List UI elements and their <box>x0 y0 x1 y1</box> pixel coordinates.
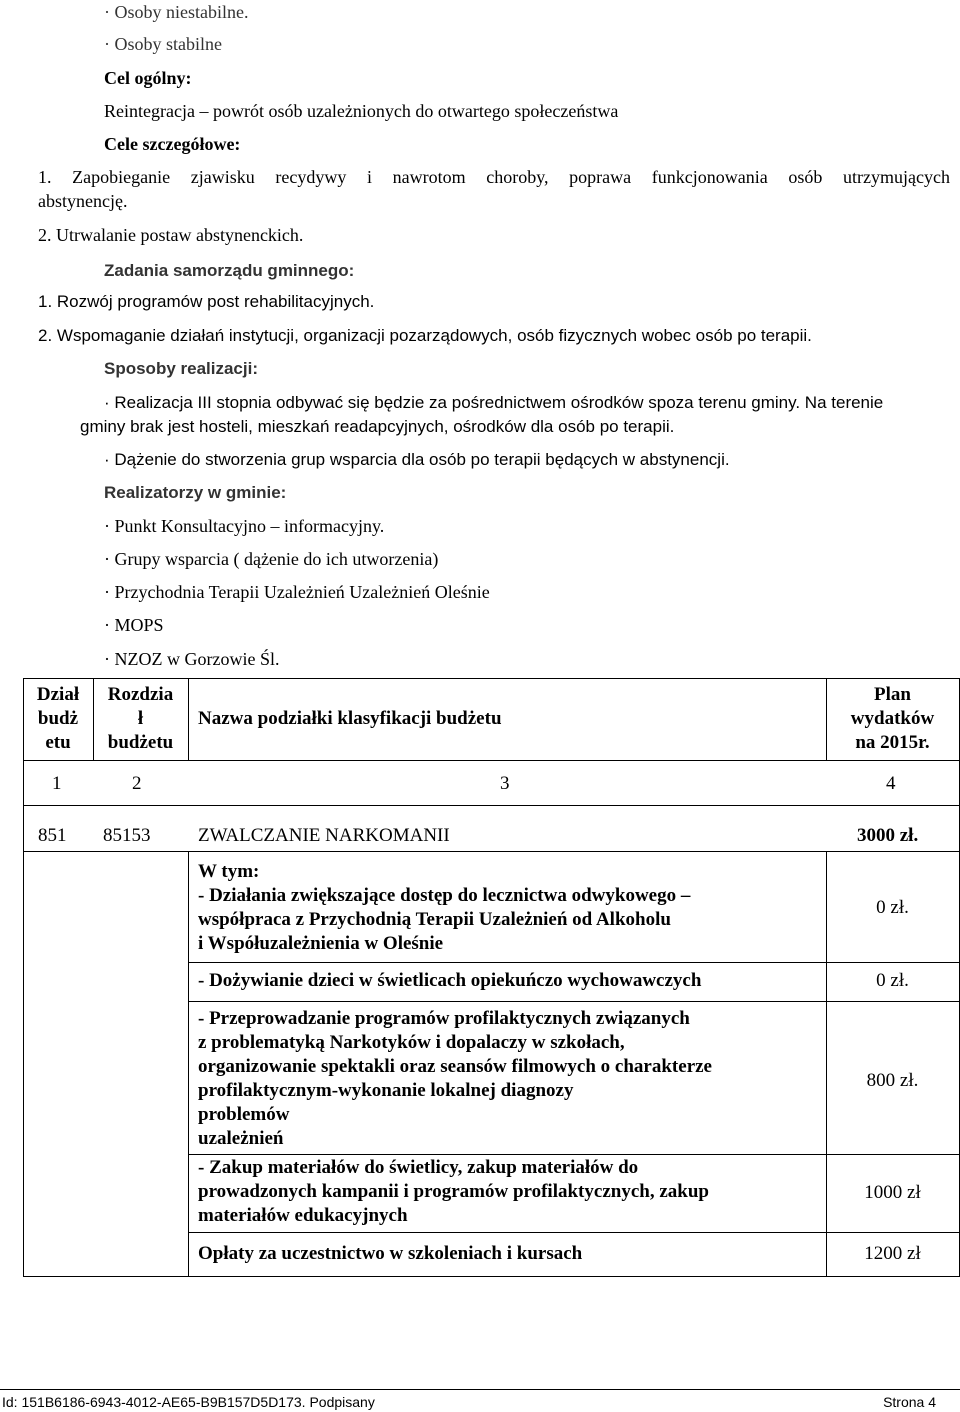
col-number-4: 4 <box>886 773 896 794</box>
header-nazwa: Nazwa podziałki klasyfikacji budżetu <box>198 708 502 729</box>
methods-heading: Sposoby realizacji: <box>104 359 258 378</box>
specific-goal-1: 1. Zapobieganie zjawisku recydywy i nawrotom choroby, poprawa funkcjonowania osób utrzymujących <box>38 167 950 187</box>
table-border-top <box>23 678 960 679</box>
footer-rule <box>0 1389 960 1390</box>
header-rozdzial-line: Rozdzia <box>107 684 174 705</box>
subrow-4-text <box>198 1156 818 1228</box>
implementer-item: · MOPS <box>104 615 164 635</box>
header-rozdzial-line: ł <box>137 708 144 729</box>
task-1: 1. Rozwój programów post rehabilitacyjnych. <box>38 292 375 311</box>
specific-goal-1-cont: abstynencję. <box>38 191 128 211</box>
main-row-plan: 3000 zł. <box>857 825 919 846</box>
subrow-5-text: Opłaty za uczestnictwo w szkoleniach i kursach <box>198 1243 583 1264</box>
col-number-3: 3 <box>500 773 510 794</box>
method-1-cont: gminy brak jest hosteli, mieszkań readapcyjnych, ośrodków dla osób po terapii. <box>80 417 675 436</box>
subrow-line: W tym: <box>198 861 260 882</box>
page-number: Strona 4 <box>883 1394 936 1410</box>
implementer-item: · Punkt Konsultacyjno – informacyjny. <box>104 516 385 536</box>
subrow-1-bottom-line <box>188 962 960 963</box>
subrow-line: współpraca z Przychodnią Terapii Uzależnień od Alkoholu <box>198 909 671 930</box>
subrow-line: - Zakup materiałów do świetlicy, zakup materiałów do <box>198 1157 639 1178</box>
header-plan-line: wydatków <box>850 708 935 729</box>
subrow-3-text <box>198 1007 818 1151</box>
table-border-left <box>23 678 24 1277</box>
subrow-line: uzależnień <box>198 1128 284 1149</box>
subrow-line: prowadzonych kampanii i programów profilaktycznych, zakup <box>198 1181 709 1202</box>
header-rozdzial-line: budżetu <box>107 732 174 753</box>
document-id: Id: 151B6186-6943-4012-AE65-B9B157D5D173. Podpisany <box>2 1394 375 1410</box>
subrow-line: - Przeprowadzanie programów profilaktycznych związanych <box>198 1008 690 1029</box>
method-1: · Realizacja III stopnia odbywać się będzie za pośrednictwem ośrodków spoza terenu gminy. Na terenie <box>104 393 884 412</box>
goal-text: Reintegracja – powrót osób uzależnionych do otwartego społeczeństwa <box>104 101 619 121</box>
implementer-item: · NZOZ w Gorzowie Śl. <box>104 649 280 669</box>
header-plan-line: na 2015r. <box>855 732 930 753</box>
header-rozdzial <box>93 683 188 755</box>
subrow-1-amount: 0 zł. <box>876 897 909 918</box>
main-row-rozdzial: 85153 <box>103 825 151 846</box>
tasks-heading: Zadania samorządu gminnego: <box>104 261 355 280</box>
subrow-line: z problematyką Narkotyków i dopalaczy w szkołach, <box>198 1032 625 1053</box>
method-2: · Dążenie do stworzenia grup wsparcia dla osób po terapii będących w abstynencji. <box>104 450 730 469</box>
subrow-line: materiałów edukacyjnych <box>198 1205 408 1226</box>
goal-heading: Cel ogólny: <box>104 68 192 88</box>
bullet-unstable: · Osoby niestabilne. <box>104 2 249 22</box>
main-row-bottom-line <box>23 851 960 852</box>
numbers-bottom-line <box>23 805 960 806</box>
subrow-2-text: - Dożywianie dzieci w świetlicach opiekuńczo wychowawczych <box>198 970 702 991</box>
col-number-2: 2 <box>132 773 142 794</box>
header-dzial-line: budż <box>37 708 79 729</box>
table-border-bottom <box>23 1276 960 1277</box>
header-divider <box>188 678 189 760</box>
main-row-nazwa: ZWALCZANIE NARKOMANII <box>198 825 450 846</box>
subrow-line: - Działania zwiększające dostęp do lecznictwa odwykowego – <box>198 885 691 906</box>
col-number-1: 1 <box>52 773 62 794</box>
header-plan <box>826 683 959 755</box>
subrow-line: problemów <box>198 1104 290 1125</box>
bullet-stable: · Osoby stabilne <box>104 34 222 54</box>
specific-goal-2: 2. Utrwalanie postaw abstynenckich. <box>38 225 304 245</box>
task-2: 2. Wspomaganie działań instytucji, organizacji pozarządowych, osób fizycznych wobec osób po terapii. <box>38 326 812 345</box>
subrow-5-amount: 1200 zł <box>864 1243 921 1264</box>
subrow-line: organizowanie spektakli oraz seansów filmowych o charakterze <box>198 1056 712 1077</box>
row-divider <box>188 851 189 1276</box>
header-plan-line: Plan <box>874 684 911 705</box>
subrow-line: i Współuzależnienia w Oleśnie <box>198 933 444 954</box>
subrow-2-bottom-line <box>188 1001 960 1002</box>
implementer-item: · Przychodnia Terapii Uzależnień Uzależnień Oleśnie <box>104 582 490 602</box>
subrow-4-bottom-line <box>188 1232 960 1233</box>
specific-goals-heading: Cele szczegółowe: <box>104 134 241 154</box>
subrow-2-amount: 0 zł. <box>876 970 909 991</box>
implementers-heading: Realizatorzy w gminie: <box>104 483 287 502</box>
header-dzial-line: etu <box>45 732 71 753</box>
implementer-item: · Grupy wsparcia ( dążenie do ich utworzenia) <box>104 549 439 569</box>
header-dzial <box>23 683 93 755</box>
subrow-3-amount: 800 zł. <box>866 1070 919 1091</box>
header-dzial-line: Dział <box>36 684 80 705</box>
header-bottom-line <box>23 760 960 761</box>
subrow-1-text <box>198 860 818 956</box>
subrow-3-bottom-line <box>188 1154 960 1155</box>
main-row-dzial: 851 <box>38 825 67 846</box>
subrow-line: profilaktycznym-wykonanie lokalnej diagnozy <box>198 1080 574 1101</box>
subrow-4-amount: 1000 zł <box>864 1182 921 1203</box>
